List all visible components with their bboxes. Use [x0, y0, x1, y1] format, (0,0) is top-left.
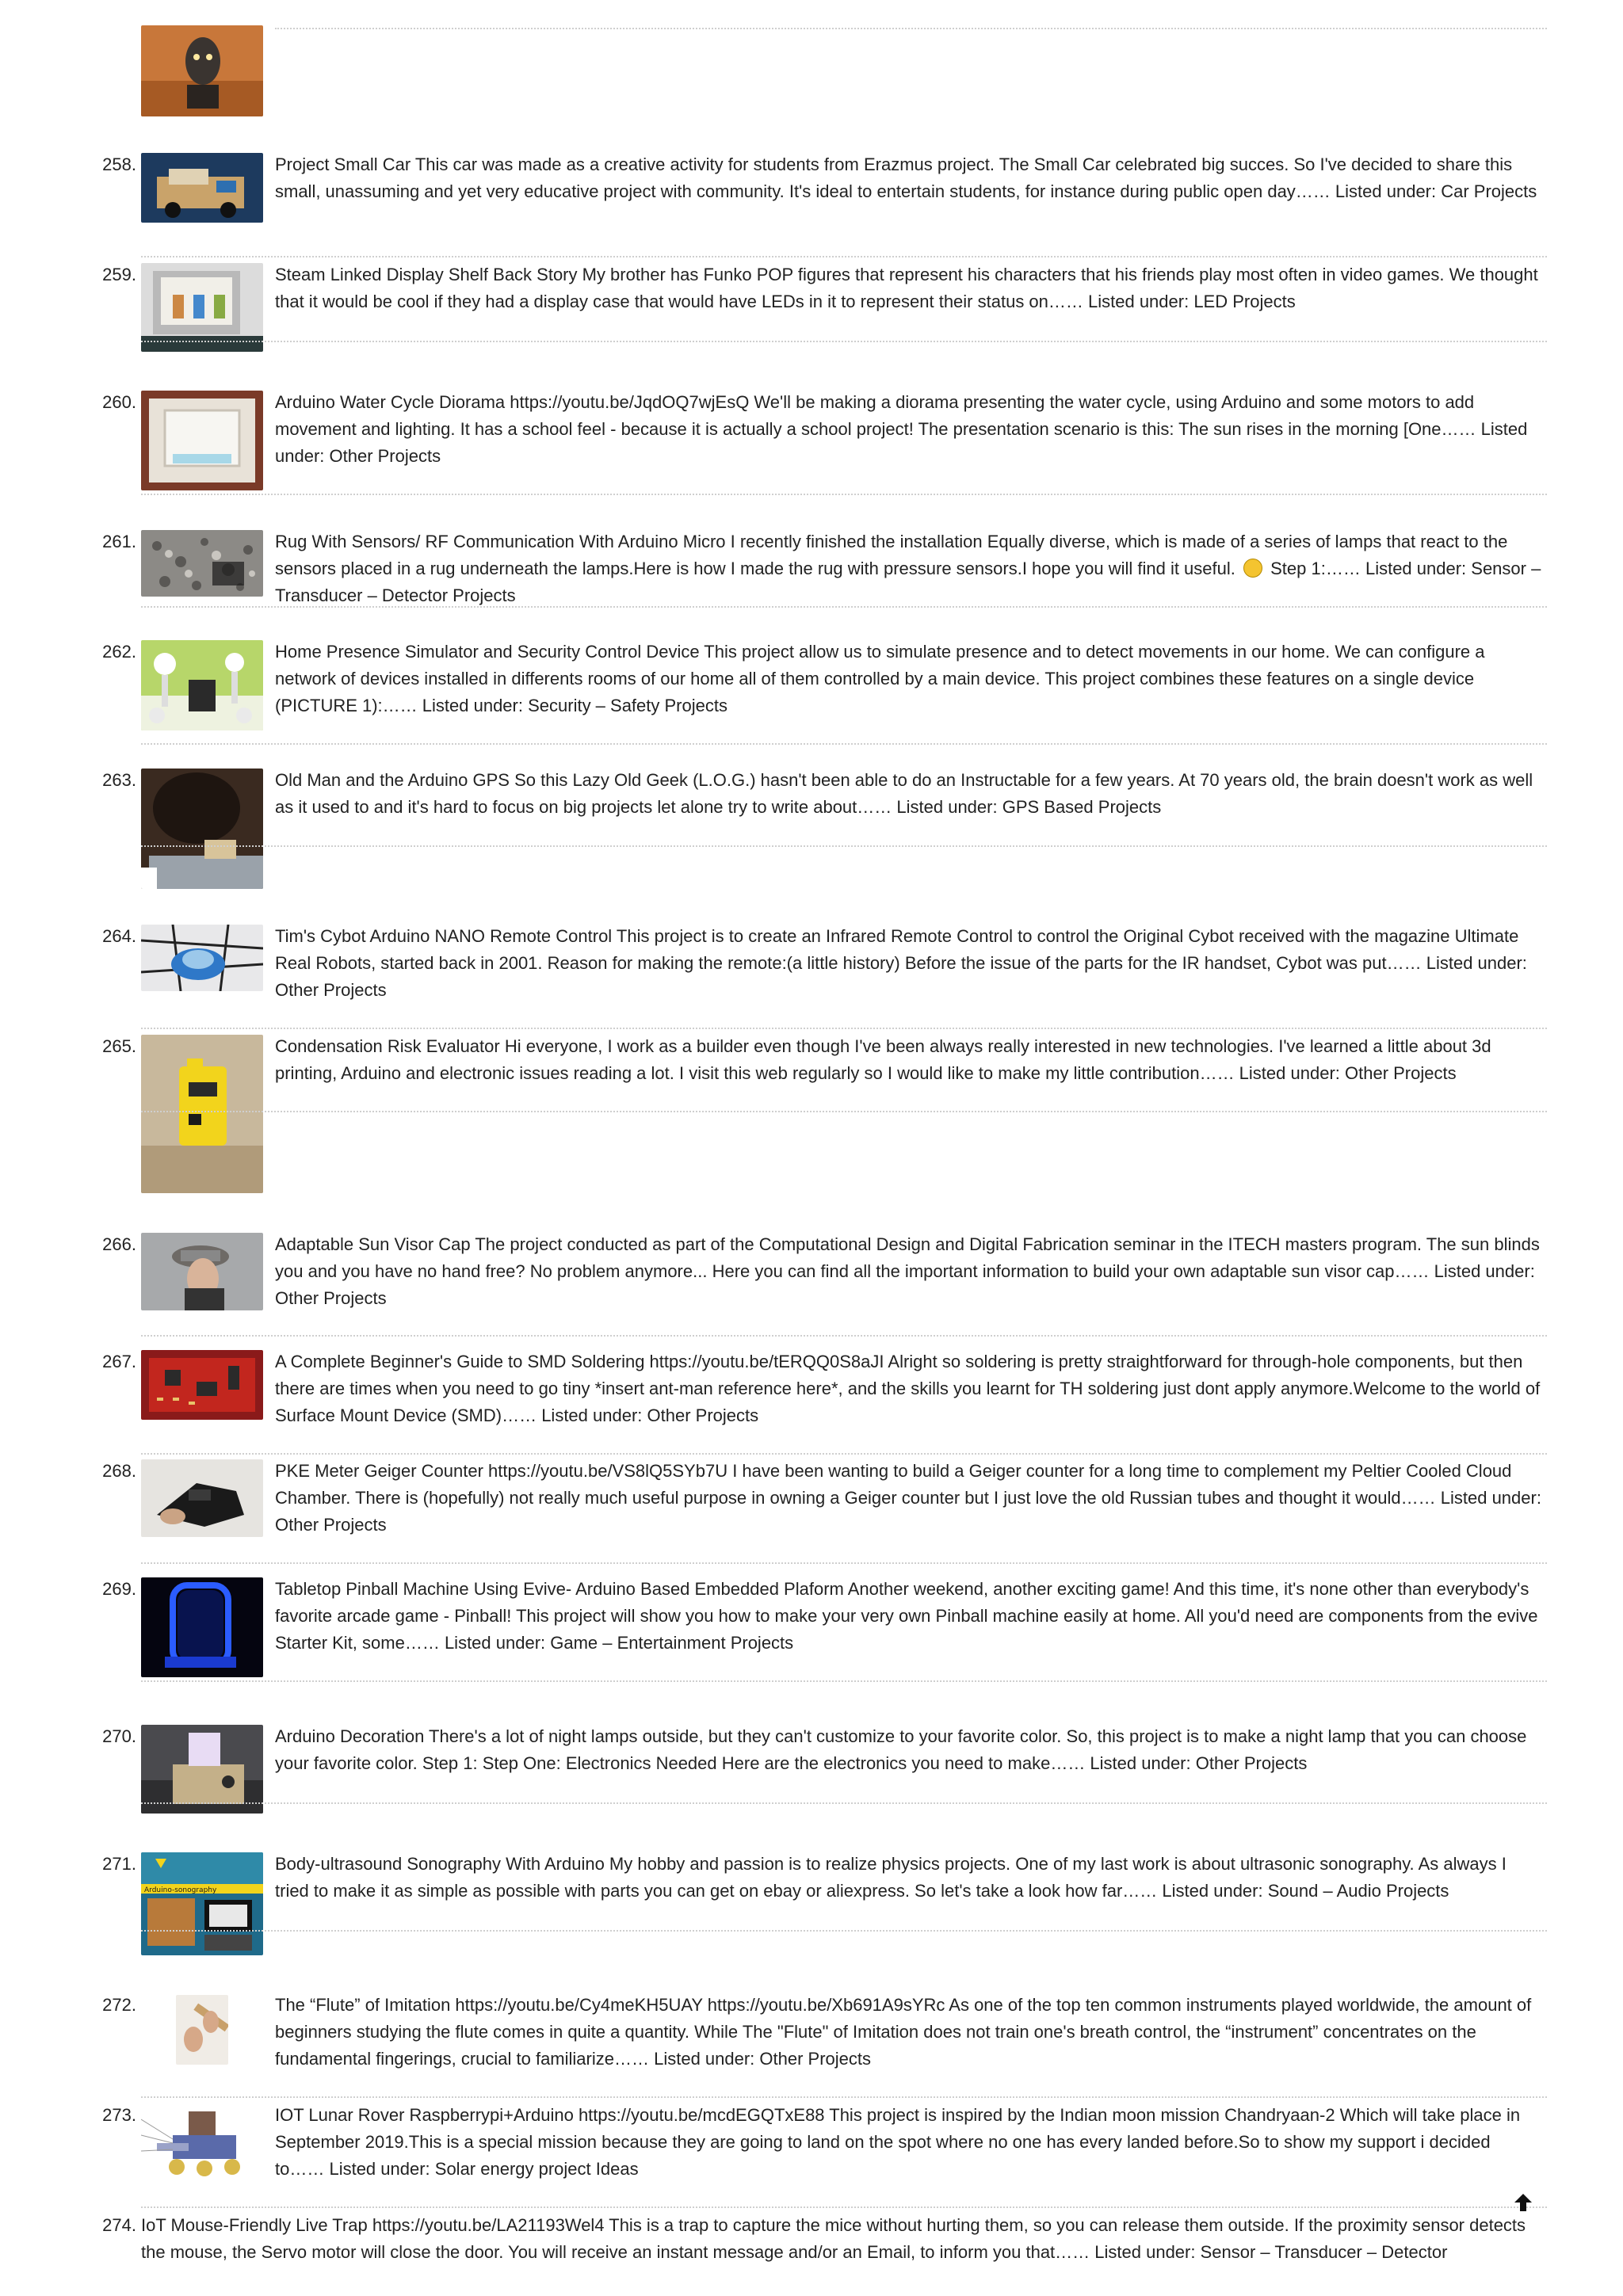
- item-number: 259.: [102, 265, 136, 284]
- night-lamp-image[interactable]: [141, 1725, 263, 1814]
- item-description: PKE Meter Geiger Counter https://youtu.be/VS8lQ5SYb7U I have been wanting to build a Geiger counter for a long time to complement my Peltier Cooled Cloud Chamber. There is (hopefully) not really much useful purpose in owning a Geiger counter but I just love the old Russian tubes and thought it would…… Listed under: Other Projects: [275, 1461, 1541, 1535]
- item-number: 265.: [102, 1036, 136, 1056]
- item-number: 262.: [102, 642, 136, 662]
- divider: [141, 1335, 1547, 1337]
- condensation-evaluator-image[interactable]: [141, 1035, 263, 1193]
- item-number: 263.: [102, 770, 136, 790]
- item-description: The “Flute” of Imitation https://youtu.be/Cy4meKH5UAY https://youtu.be/Xb691A9sYRc As one of the top ten common instruments played worldwide, the amount of beginners studying the flute comes in quite a quantity. While The "Flute" of Imitation does not train one's breath control, the “instrument” concentrates on the fundamental fingerings, crucial to familiarize…… Listed under: Other Projects: [275, 1995, 1532, 2069]
- item-number: 274.: [102, 2215, 136, 2235]
- rug-sensors-image[interactable]: [141, 530, 263, 597]
- mask-on-stand-image[interactable]: [141, 25, 263, 116]
- item-number: 258.: [102, 154, 136, 174]
- item-number: 267.: [102, 1352, 136, 1371]
- item-number: 270.: [102, 1726, 136, 1746]
- item-number: 269.: [102, 1579, 136, 1599]
- divider: [141, 1680, 1547, 1682]
- item-number: 271.: [102, 1854, 136, 1874]
- divider: [141, 256, 1547, 257]
- item-description-part: Step 1:…… Listed under: Sensor – Transducer – Detector Projects: [275, 559, 1541, 605]
- item-description: Arduino Decoration There's a lot of night lamps outside, but they can't customize to your favorite color. So, this project is to make a night lamp that you can choose your favorite color. Step 1: Step One: Electronics Needed Here are the electronics you need to make…… Listed under: Other Projects: [275, 1726, 1527, 1773]
- item-description: Project Small Car This car was made as a creative activity for students from Erazmus project. The Small Car celebrated big succes. So I've decided to share this small, unassuming and yet very educative project with community. It's ideal to entertain students, for instance during public open day…… Listed under: Car Projects: [275, 154, 1537, 201]
- divider: [275, 28, 1547, 29]
- item-description: IOT Lunar Rover Raspberrypi+Arduino https://youtu.be/mcdEGQTxE88 This project is inspired by the Indian moon mission Chandryaan-2 Which will take place in September 2019.This is a special mission because they are going to land on the spot where no one has every landed before.So to show my support i decided to…… Listed under: Solar energy project Ideas: [275, 2105, 1521, 2179]
- divider: [141, 606, 1547, 608]
- flute-image[interactable]: [176, 1995, 228, 2065]
- divider: [141, 1930, 1547, 1932]
- back-to-top-button[interactable]: [1510, 2190, 1536, 2215]
- divider: [141, 2206, 1547, 2208]
- divider: [141, 1802, 1547, 1804]
- display-shelf-image[interactable]: [141, 263, 263, 352]
- item-description: A Complete Beginner's Guide to SMD Soldering https://youtu.be/tERQQ0S8aJI Alright so soldering is pretty straightforward for through-hole components, but then there are times when you need to go tiny *insert ant-man reference here*, and the skills you learnt for TH soldering just dont apply anymore.Welcome to the world of Surface Mount Device (SMD)…… Listed under: Other Projects: [275, 1352, 1541, 1425]
- item-number: 264.: [102, 926, 136, 946]
- divider: [141, 845, 1547, 847]
- item-description: Home Presence Simulator and Security Control Device This project allow us to simulate presence and to detect movements in our home. We can configure a network of devices installed in differents rooms of our home all of them controlled by a main device. This project combines these features on a single device (PICTURE 1):…… Listed under: Security – Safety Projects: [275, 642, 1485, 715]
- item-description: Tim's Cybot Arduino NANO Remote Control This project is to create an Infrared Remote Control to control the Original Cybot received with the magazine Ultimate Real Robots, started back in 2001. Reason for making the remote:(a little history) Before the issue of the parts for the IR handset, Cybot was put…… Listed under: Other Projects: [275, 926, 1527, 1000]
- item-description: Arduino Water Cycle Diorama https://youtu.be/JqdOQ7wjEsQ We'll be making a diorama presenting the water cycle, using Arduino and some motors to add movement and lighting. It has a school feel - because it is actually a school project! The presentation scenario is this: The sun rises in the morning [One…… Listed under: Other Projects: [275, 392, 1528, 466]
- item-description: Tabletop Pinball Machine Using Evive- Arduino Based Embedded Plaform Another weekend, another exciting game! And this time, it's none other than everybody's favorite arcade game - Pinball! This project will show you how to make your very own Pinball machine easily at home. All you'd need are components from the evive Starter Kit, some…… Listed under: Game – Entertainment Projects: [275, 1579, 1538, 1653]
- divider: [141, 1028, 1547, 1029]
- smd-soldering-image[interactable]: [141, 1350, 263, 1420]
- divider: [141, 743, 1547, 745]
- item-number: 260.: [102, 392, 136, 412]
- divider: [141, 1562, 1547, 1564]
- diorama-image[interactable]: [141, 391, 263, 490]
- item-description: Steam Linked Display Shelf Back Story My brother has Funko POP figures that represent his characters that his friends play most often in video games. We thought that it would be cool if they had a display case that would have LEDs in it to represent their status on…… Listed under: LED Projects: [275, 265, 1538, 311]
- sun-visor-cap-image[interactable]: [141, 1233, 263, 1310]
- cybot-image[interactable]: [141, 925, 263, 991]
- presence-simulator-image[interactable]: [141, 640, 263, 730]
- divider: [141, 494, 1547, 495]
- thumb-label: Arduino-sonography: [144, 1886, 217, 1894]
- item-description: Body-ultrasound Sonography With Arduino My hobby and passion is to realize physics projects. One of my last work is about ultrasonic sonography. As always I tried to make it as simple as possible with parts you can get on ebay or aliexpress. So let's take a look how far…… Listed under: Sound – Audio Projects: [275, 1854, 1507, 1901]
- item-description: Condensation Risk Evaluator Hi everyone, I work as a builder even though I've been always really interested in new technologies. I've learned a little about 3d printing, Arduino and electronic issues reading a lot. I visit this web regularly so I would like to make my little contribution…… Listed under: Other Projects: [275, 1036, 1491, 1083]
- pinball-machine-image[interactable]: [141, 1577, 263, 1677]
- lunar-rover-image[interactable]: [141, 2103, 263, 2186]
- divider: [141, 341, 1547, 342]
- small-car-image[interactable]: [141, 153, 263, 223]
- item-number: 261.: [102, 532, 136, 551]
- item-number: 273.: [102, 2105, 136, 2125]
- item-number: 268.: [102, 1461, 136, 1481]
- item-description: Old Man and the Arduino GPS So this Lazy Old Geek (L.O.G.) hasn't been able to do an Instructable for a few years. At 70 years old, the brain doesn't work as well as it used to and it's hard to focus on big projects let alone try to write about…… Listed under: GPS Based Projects: [275, 770, 1533, 817]
- arrow-up-icon: [1512, 2191, 1534, 2214]
- divider: [141, 1111, 1547, 1112]
- divider: [141, 2096, 1547, 2098]
- arduino-gps-image[interactable]: [141, 769, 263, 889]
- item-description-part: Rug With Sensors/ RF Communication With Arduino Micro I recently finished the installation Equally diverse, which is made of a series of lamps that react to the sensors placed in a rug underneath the lamps.Here is how I made the rug with pressure sensors.I hope you will find it useful.: [275, 532, 1508, 578]
- item-number: 272.: [102, 1995, 136, 2015]
- item-number: 266.: [102, 1234, 136, 1254]
- item-description: Adaptable Sun Visor Cap The project conducted as part of the Computational Design and Digital Fabrication seminar in the ITECH masters program. The sun blinds you and you have no hand free? No problem anymore... Here you can find all the important information to build your own adaptable sun visor cap…… Listed under: Other Projects: [275, 1234, 1540, 1308]
- sonography-image[interactable]: [141, 1852, 263, 1955]
- geiger-counter-image[interactable]: [141, 1459, 263, 1537]
- smiley-icon: [1243, 559, 1262, 578]
- item-description: [275, 528, 1543, 609]
- item-description: IoT Mouse-Friendly Live Trap https://youtu.be/LA21193Wel4 This is a trap to capture the mice without hurting them, so you can release them outside. If the proximity sensor detects the mouse, the Servo motor will close the door. You will receive an instant message and/or an Email, to inform you that…… Listed under: Sensor – Transducer – Detector: [141, 2215, 1526, 2262]
- divider: [141, 1453, 1547, 1455]
